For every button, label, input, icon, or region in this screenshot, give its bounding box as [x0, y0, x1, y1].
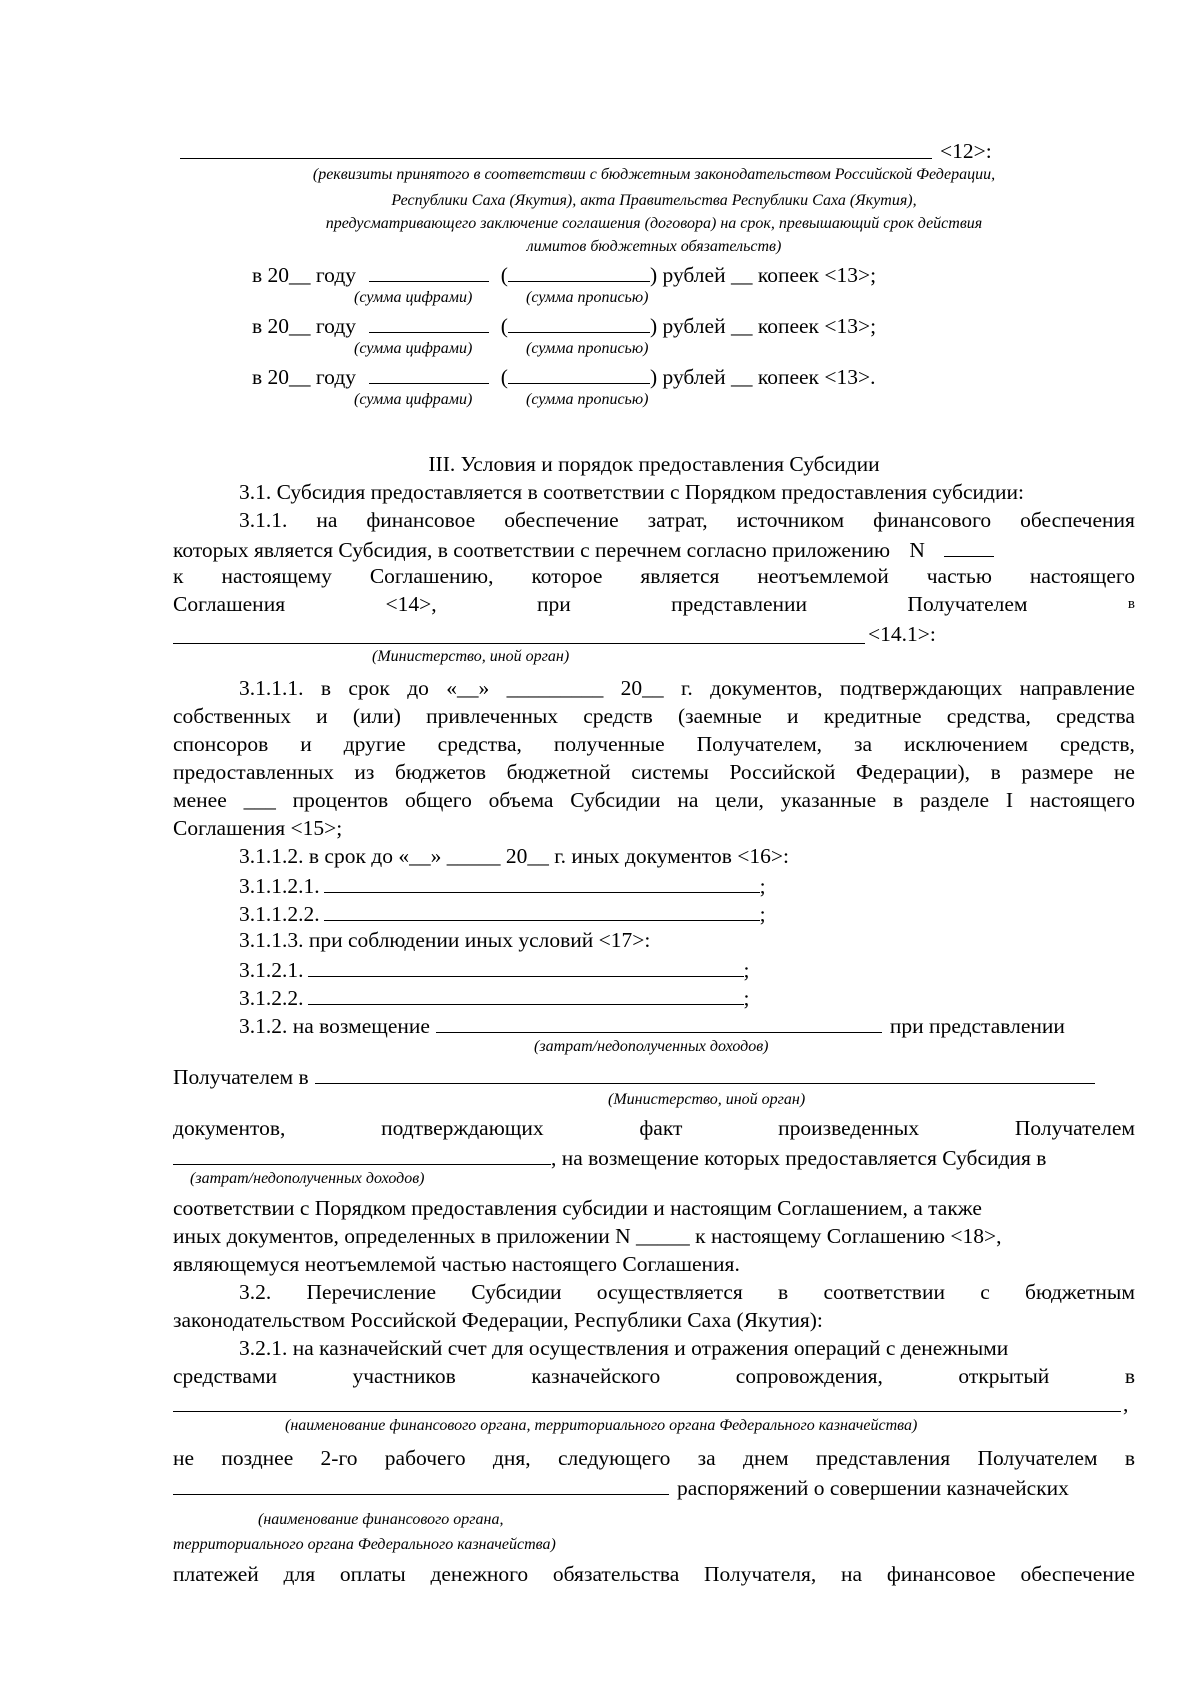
rub-text: ) рублей __ копеек <13>;: [649, 263, 877, 287]
label: 3.1.2.2.: [239, 986, 304, 1010]
text-line-c: являющемуся неотъемлемой частью настоящего Соглашения.: [173, 1252, 740, 1276]
word: бюджетов: [395, 760, 486, 784]
word: для: [283, 1562, 316, 1586]
docs-line-2: [173, 1142, 1135, 1170]
p321-line-2: [173, 1362, 1135, 1390]
word: Федерации),: [855, 760, 971, 784]
word: обеспечение: [504, 508, 619, 532]
ministry-note-2: (Министерство, иной орган): [608, 1091, 806, 1108]
ref-14-1: <14.1>:: [868, 622, 936, 646]
p31121: [239, 870, 1200, 898]
word: следующего: [557, 1446, 671, 1470]
word: в: [778, 1280, 789, 1304]
word: при: [537, 592, 571, 616]
word: собственных: [173, 704, 291, 728]
word: г.: [681, 676, 693, 700]
text-line-a: соответствии с Порядком предоставления субсидии и настоящим Соглашением, а также: [173, 1196, 982, 1220]
word: объема: [488, 788, 554, 812]
word: соответствии: [823, 1280, 945, 1304]
sum-digits-note-3: (сумма цифрами): [354, 391, 473, 408]
word: настоящего: [1029, 564, 1135, 588]
word: финансовое: [886, 1562, 996, 1586]
semicolon: ;: [759, 874, 766, 898]
word: финансового: [873, 508, 992, 532]
word: Получателя,: [704, 1562, 817, 1586]
word: в: [1124, 1364, 1135, 1388]
paragraph-3-1-1-line-1: [239, 506, 1135, 534]
text-line-b: иных документов, определенных в приложении N _____ к настоящему Соглашению <18>,: [173, 1224, 1002, 1248]
top-note-1: (реквизиты принятого в соответствии с бюджетным законодательством Российской Федерации,: [312, 166, 996, 183]
fin-body-blank-line: [173, 1411, 1121, 1412]
paren-open: (: [500, 314, 508, 338]
word: участников: [352, 1364, 456, 1388]
word: факт: [639, 1116, 683, 1140]
word: размере: [1021, 760, 1094, 784]
label: 3.1.2.1.: [239, 958, 304, 982]
paragraph-3-1-1-line-4: [173, 590, 1135, 618]
docs-line: [173, 1114, 1135, 1142]
top-note-4: лимитов бюджетных обязательств): [526, 238, 782, 255]
word: в: [320, 676, 331, 700]
label: 3.1.1.2.1.: [239, 874, 320, 898]
word: Субсидии: [570, 788, 661, 812]
word: за: [854, 732, 873, 756]
word: и: [787, 704, 799, 728]
costs-note: (затрат/недополученных доходов): [534, 1038, 769, 1055]
word: в: [990, 760, 1001, 784]
word: казначейского: [531, 1364, 661, 1388]
word: Российской: [729, 760, 836, 784]
word: частью: [926, 564, 992, 588]
paren-open: (: [500, 365, 508, 389]
word: подтверждающих: [839, 676, 1003, 700]
word: разделе: [919, 788, 990, 812]
text: , на возмещение которых предоставляется Субсидия в: [551, 1146, 1047, 1170]
word: указанные: [780, 788, 877, 812]
word: финансовое: [366, 508, 476, 532]
word: Получателем,: [696, 732, 823, 756]
word: направление: [1019, 676, 1135, 700]
word: обеспечения: [1020, 508, 1135, 532]
section-heading: III. Условия и порядок предоставления Субсидии: [428, 452, 880, 476]
word: обеспечение: [1020, 1562, 1135, 1586]
word: 3.2.: [239, 1280, 272, 1304]
word: настоящему: [221, 564, 332, 588]
p3111-line-1: [239, 674, 1135, 702]
paragraph-3-1-1-line-2: [173, 534, 1135, 562]
sum-words-note-3: (сумма прописью): [526, 391, 649, 408]
word: бюджетной: [506, 760, 611, 784]
sum-words-note-2: (сумма прописью): [526, 340, 649, 357]
fin-note-2b: территориального органа Федерального казначейства): [173, 1536, 556, 1553]
word: с: [980, 1280, 990, 1304]
word: средств,: [1059, 732, 1135, 756]
paragraph-3-1-1-line-3: [173, 562, 1135, 590]
word: средствами: [173, 1364, 277, 1388]
text: распоряжений о совершении казначейских: [677, 1476, 1069, 1500]
word: I: [1005, 788, 1014, 812]
word: и: [316, 704, 328, 728]
rub-text: ) рублей __ копеек <13>;: [649, 314, 877, 338]
word: спонсоров: [173, 732, 269, 756]
word: документов,: [173, 1116, 286, 1140]
p312: [239, 1010, 1135, 1038]
word: Получателем: [1014, 1116, 1135, 1140]
word: системы: [631, 760, 709, 784]
p31122: [239, 898, 1200, 926]
orders-line: [173, 1472, 1135, 1500]
word: на: [841, 1562, 863, 1586]
recipient-line: [173, 1061, 1135, 1089]
word: открытый: [958, 1364, 1050, 1388]
word: предоставленных: [173, 760, 334, 784]
fin-note-2a: (наименование финансового органа,: [258, 1511, 504, 1528]
word: (или): [352, 704, 401, 728]
word: произведенных: [778, 1116, 920, 1140]
text: N: [909, 538, 925, 562]
p3121: [239, 954, 1200, 982]
word: осуществляется: [596, 1280, 743, 1304]
year-line-3: [252, 361, 952, 389]
word: в: [1124, 1446, 1135, 1470]
word: является: [640, 564, 720, 588]
word: в: [892, 788, 904, 812]
word: полученные: [553, 732, 665, 756]
p3111-line-5: [173, 786, 1135, 814]
word: 20__: [620, 676, 664, 700]
word: документов,: [710, 676, 823, 700]
word: кредитные: [823, 704, 922, 728]
word: на: [316, 508, 338, 532]
sum-words-note-1: (сумма прописью): [526, 289, 649, 306]
word: Получателем: [907, 592, 1028, 616]
ministry-note: (Министерство, иной орган): [372, 648, 570, 665]
word: другие: [343, 732, 406, 756]
text: 3.1.2. на возмещение: [239, 1014, 430, 1038]
word: платежей: [173, 1562, 259, 1586]
word: процентов: [292, 788, 389, 812]
p3111-line-3: [173, 730, 1135, 758]
label: 3.1.1.2.2.: [239, 902, 320, 926]
p321-line-1: 3.2.1. на казначейский счет для осуществления и отражения операций с денежными: [239, 1336, 1009, 1360]
semicolon: ;: [743, 958, 750, 982]
text: Получателем в: [173, 1065, 309, 1089]
word: за: [697, 1446, 716, 1470]
ref-12: <12>:: [940, 139, 992, 163]
p3113: 3.1.1.3. при соблюдении иных условий <17>:: [239, 928, 651, 952]
word: не: [1113, 760, 1135, 784]
year-lead: в 20__ году: [252, 365, 357, 389]
text: которых является Субсидия, в соответствии с перечнем согласно приложению: [173, 538, 891, 562]
word: средств: [583, 704, 653, 728]
word: не: [173, 1446, 195, 1470]
word: 3.1.1.1.: [239, 676, 304, 700]
sum-digits-note-2: (сумма цифрами): [354, 340, 473, 357]
p32-line-2: законодательством Российской Федерации, Республики Саха (Якутия):: [173, 1308, 823, 1332]
word: «__»: [446, 676, 490, 700]
sum-digits-note-1: (сумма цифрами): [354, 289, 473, 306]
word: Соглашения: [173, 592, 286, 616]
word: дня,: [492, 1446, 531, 1470]
word: цели,: [715, 788, 764, 812]
p3122: [239, 982, 1200, 1010]
semicolon: ;: [759, 902, 766, 926]
word: Перечисление: [306, 1280, 437, 1304]
year-lead: в 20__ году: [252, 314, 357, 338]
word: ___: [243, 788, 276, 812]
year-lead: в 20__ году: [252, 263, 357, 287]
word: на: [677, 788, 699, 812]
word: и: [300, 732, 312, 756]
rub-text: ) рублей __ копеек <13>.: [649, 365, 876, 389]
word: (заемные: [678, 704, 762, 728]
word: сопровождения,: [735, 1364, 883, 1388]
costs-note-2: (затрат/недополученных доходов): [190, 1170, 425, 1187]
word: денежного: [430, 1562, 529, 1586]
p3112: 3.1.1.2. в срок до «__» _____ 20__ г. иных документов <16>:: [239, 844, 789, 868]
word: оплаты: [339, 1562, 406, 1586]
year-line-1: [252, 259, 952, 287]
p3111-line-6: Соглашения <15>;: [173, 816, 343, 840]
word: рабочего: [384, 1446, 466, 1470]
word: бюджетным: [1025, 1280, 1135, 1304]
late-line: [173, 1444, 1135, 1472]
word: затрат,: [647, 508, 708, 532]
word: представлении: [671, 592, 808, 616]
year-line-2: [252, 310, 952, 338]
word: 2-го: [320, 1446, 358, 1470]
word: до: [407, 676, 429, 700]
paren-open: (: [500, 263, 508, 287]
semicolon: ;: [743, 986, 750, 1010]
paragraph-3-1: 3.1. Субсидия предоставляется в соответствии с Порядком предоставления субсидии:: [239, 480, 1024, 504]
word: из: [354, 760, 375, 784]
word: _________: [506, 676, 604, 700]
p3111-line-4: [173, 758, 1135, 786]
word: исключением: [904, 732, 1028, 756]
top-blank-line: [180, 158, 932, 159]
word: к: [173, 564, 184, 588]
last-line: [173, 1560, 1135, 1588]
word: Субсидии: [471, 1280, 562, 1304]
word: обязательства: [552, 1562, 680, 1586]
word: средства: [1056, 704, 1135, 728]
word: источником: [736, 508, 845, 532]
fin-note: (наименование финансового органа, территориального органа Федерального казначейства): [285, 1417, 918, 1434]
word: <14>,: [385, 592, 437, 616]
p3111-line-2: [173, 702, 1135, 730]
word: средства,: [946, 704, 1031, 728]
top-note-3: предусматривающего заключение соглашения (договора) на срок, превышающий срок действия: [325, 215, 983, 232]
p32-line-1: [239, 1278, 1135, 1306]
word: настоящего: [1029, 788, 1135, 812]
ministry-blank-line: [173, 643, 865, 644]
word: которое: [531, 564, 603, 588]
word: представления: [815, 1446, 951, 1470]
word: Соглашению,: [369, 564, 494, 588]
comma: ,: [1123, 1392, 1129, 1416]
word: днем: [743, 1446, 789, 1470]
word: позднее: [221, 1446, 294, 1470]
text: при представлении: [889, 1014, 1065, 1038]
word: в: [1127, 596, 1135, 612]
word: привлеченных: [426, 704, 559, 728]
word: срок: [348, 676, 390, 700]
top-note-2: Республики Саха (Якутия), акта Правительства Республики Саха (Якутия),: [391, 192, 917, 209]
word: общего: [405, 788, 472, 812]
word: 3.1.1.: [239, 508, 288, 532]
word: менее: [173, 788, 227, 812]
word: подтверждающих: [381, 1116, 544, 1140]
word: средства,: [437, 732, 522, 756]
word: Получателем: [977, 1446, 1098, 1470]
word: неотъемлемой: [757, 564, 889, 588]
